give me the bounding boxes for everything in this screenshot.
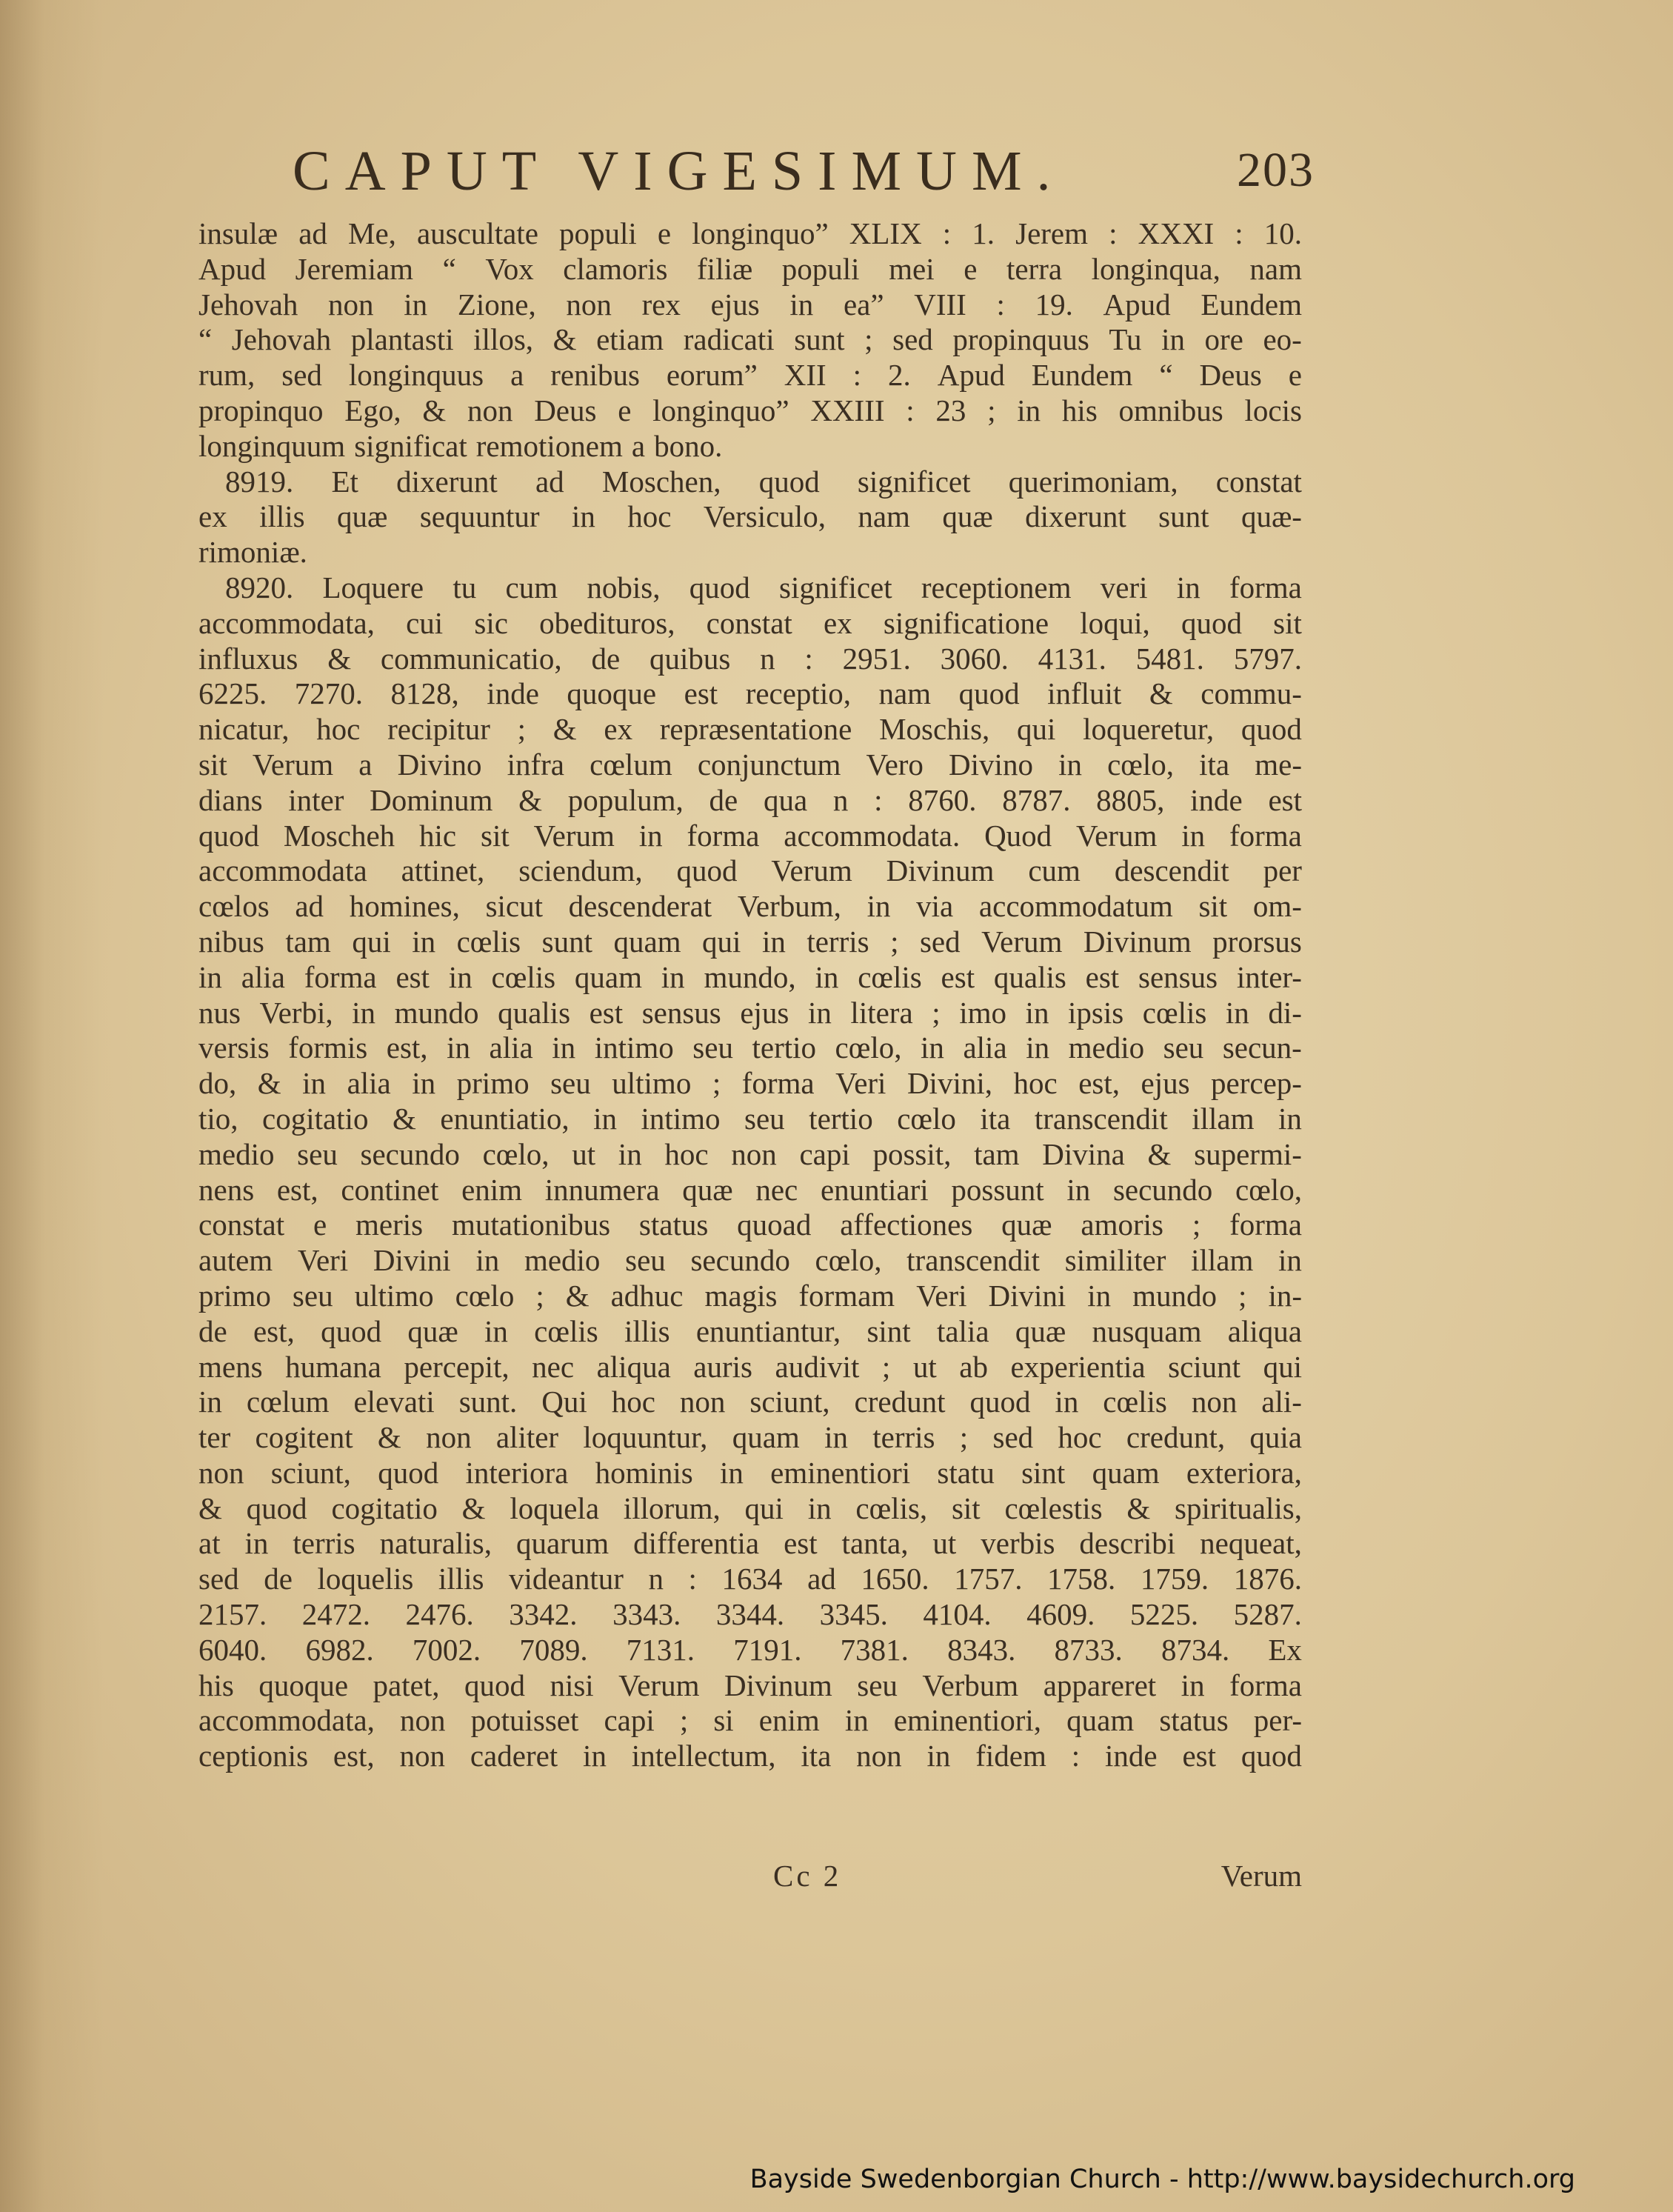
text-line: de est, quod quæ in cœlis illis enuntiantur, sint talia quæ nusquam aliqua: [198, 1313, 1302, 1348]
text-line: ceptionis est, non caderet in intellectum, ita non in fidem : inde est quod: [198, 1739, 1302, 1773]
text-line: 8920. Loquere tu cum nobis, quod significet receptionem veri in forma: [225, 570, 1302, 604]
text-line: accommodata, cui sic obedituros, constat ex significatione loqui, quod sit: [198, 605, 1302, 640]
text-line: primo seu ultimo cœlo ; & adhuc magis formam Veri Divini in mundo ; in-: [198, 1278, 1302, 1313]
text-line: ex illis quæ sequuntur in hoc Versiculo, nam quæ dixerunt sunt quæ-: [198, 499, 1302, 534]
text-line: autem Veri Divini in medio seu secundo cœlo, transcendit similiter illam in: [198, 1243, 1302, 1278]
text-line: nens est, continet enim innumera quæ nec enuntiari possunt in secundo cœlo,: [198, 1172, 1302, 1207]
text-line: sit Verum a Divino infra cœlum conjunctum Vero Divino in cœlo, ita me-: [198, 747, 1302, 782]
running-title: CAPUT VIGESIMUM.: [293, 140, 1066, 202]
text-line: his quoque patet, quod nisi Verum Divinum seu Verbum appareret in forma: [198, 1668, 1302, 1702]
text-line: “ Jehovah plantasti illos, & etiam radicati sunt ; sed propinquus Tu in ore eo-: [198, 322, 1302, 357]
text-line: influxus & communicatio, de quibus n : 2951. 3060. 4131. 5481. 5797.: [198, 641, 1302, 676]
text-line: medio seu secundo cœlo, ut in hoc non capi possit, tam Divina & supermi-: [198, 1136, 1302, 1171]
text-line: longinquum significat remotionem a bono.: [198, 428, 723, 463]
text-line: cœlos ad homines, sicut descenderat Verbum, in via accommodatum sit om-: [198, 889, 1302, 924]
text-line: non sciunt, quod interiora hominis in eminentiori statu sint quam exteriora,: [198, 1455, 1302, 1490]
text-line: mens humana percepit, nec aliqua auris audivit ; ut ab experientia sciunt qui: [198, 1349, 1302, 1384]
text-line: nibus tam qui in cœlis sunt quam qui in terris ; sed Verum Divinum prorsus: [198, 924, 1302, 959]
text-line: 2157. 2472. 2476. 3342. 3343. 3344. 3345. 4104. 4609. 5225. 5287.: [198, 1597, 1302, 1632]
text-line: 6225. 7270. 8128, inde quoque est receptio, nam quod influit & commu-: [198, 676, 1302, 711]
text-line: in alia forma est in cœlis quam in mundo, in cœlis est qualis est sensus inter-: [198, 959, 1302, 994]
catchword: Verum: [1220, 1859, 1302, 1893]
text-line: 8919. Et dixerunt ad Moschen, quod significet querimoniam, constat: [225, 464, 1302, 499]
text-line: propinquo Ego, & non Deus e longinquo” XXIII : 23 ; in his omnibus locis: [198, 393, 1302, 427]
text-line: dians inter Dominum & populum, de qua n : 8760. 8787. 8805, inde est: [198, 782, 1302, 817]
text-line: ter cogitent & non aliter loquuntur, quam in terris ; sed hoc credunt, quia: [198, 1420, 1302, 1455]
page-header: [293, 139, 1315, 206]
text-line: quod Moscheh hic sit Verum in forma accommodata. Quod Verum in forma: [198, 818, 1302, 853]
text-line: Apud Jeremiam “ Vox clamoris filiæ populi mei e terra longinqua, nam: [198, 251, 1302, 286]
text-line: insulæ ad Me, auscultate populi e longinquo” XLIX : 1. Jerem : XXXI : 10.: [198, 216, 1302, 250]
text-line: at in terris naturalis, quarum differentia est tanta, ut verbis describi nequeat,: [198, 1526, 1302, 1561]
text-line: sed de loquelis illis videantur n : 1634 ad 1650. 1757. 1758. 1759. 1876.: [198, 1562, 1302, 1596]
text-line: nicatur, hoc recipitur ; & ex repræsentatione Moschis, qui loqueretur, quod: [198, 712, 1302, 747]
text-line: Jehovah non in Zione, non rex ejus in ea” VIII : 19. Apud Eundem: [198, 287, 1302, 322]
text-line: rum, sed longinquus a renibus eorum” XII : 2. Apud Eundem “ Deus e: [198, 358, 1302, 393]
text-line: in cœlum elevati sunt. Qui hoc non sciunt, credunt quod in cœlis non ali-: [198, 1385, 1302, 1419]
text-line: rimoniæ.: [198, 535, 307, 570]
text-line: & quod cogitatio & loquela illorum, qui in cœlis, sit cœlestis & spiritualis,: [198, 1490, 1302, 1525]
text-line: accommodata, non potuisset capi ; si enim in eminentiori, quam status per-: [198, 1703, 1302, 1738]
text-line: nus Verbi, in mundo qualis est sensus ejus in litera ; imo in ipsis cœlis in di-: [198, 995, 1302, 1030]
page-footer: [198, 1858, 1302, 1895]
signature-mark: Cc 2: [773, 1859, 842, 1893]
page-number: 203: [1237, 143, 1315, 197]
text-line: constat e meris mutationibus status quoad affectiones quæ amoris ; forma: [198, 1207, 1302, 1242]
watermark-credit: Bayside Swedenborgian Church - http://www.baysidechurch.org: [749, 2165, 1575, 2194]
text-line: 6040. 6982. 7002. 7089. 7131. 7191. 7381. 8343. 8733. 8734. Ex: [198, 1632, 1302, 1667]
body-text: [198, 216, 1302, 1774]
text-line: accommodata attinet, sciendum, quod Verum Divinum cum descendit per: [198, 853, 1302, 888]
text-line: tio, cogitatio & enuntiatio, in intimo seu tertio cœlo ita transcendit illam in: [198, 1101, 1302, 1136]
text-line: versis formis est, in alia in intimo seu tertio cœlo, in alia in medio seu secun-: [198, 1030, 1302, 1065]
text-line: do, & in alia in primo seu ultimo ; forma Veri Divini, hoc est, ejus percep-: [198, 1066, 1302, 1101]
